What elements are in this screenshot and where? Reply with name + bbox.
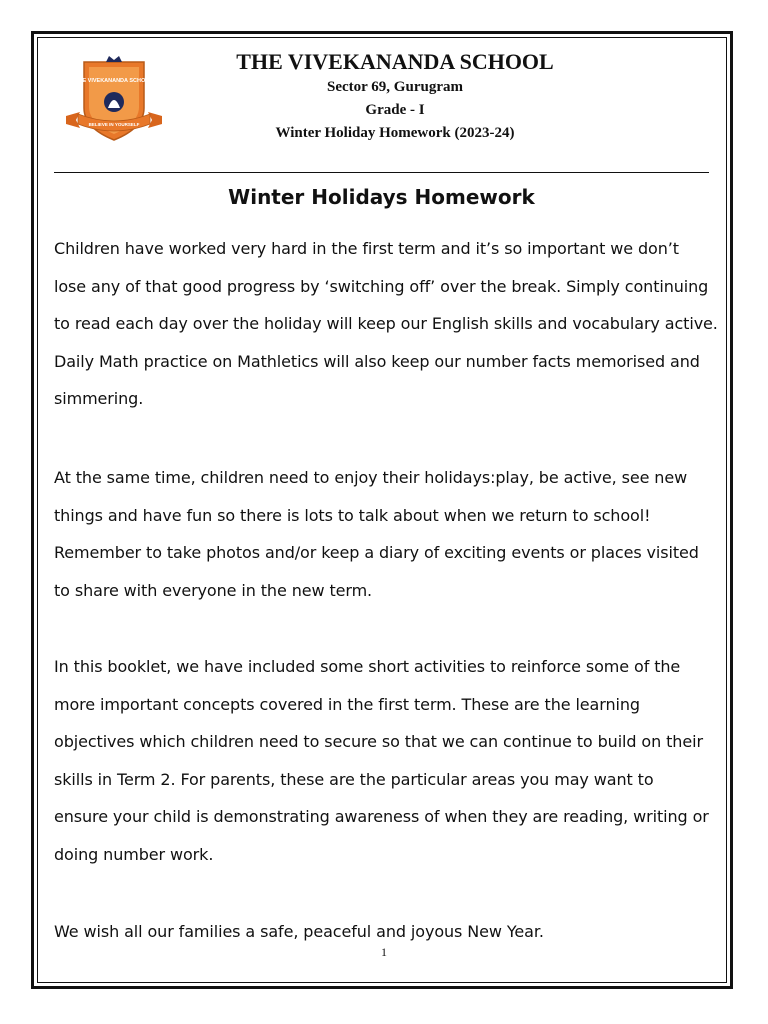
document-title: Winter Holidays Homework [228, 185, 535, 209]
paragraph-line: to read each day over the holiday will keep our English skills and vocabulary active. [54, 314, 718, 333]
paragraph-line: skills in Term 2. For parents, these are the particular areas you may want to [54, 769, 654, 789]
paragraph-line: Children have worked very hard in the first term and it’s so important we don’t [54, 239, 679, 258]
paragraph-line: In this booklet, we have included some short activities to reinforce some of the [54, 657, 681, 676]
paragraph-line: doing number work. [54, 844, 214, 864]
paragraph-line: things and have fun so there is lots to talk about when we return to school! [54, 505, 651, 525]
paragraph-1 [54, 230, 734, 418]
paragraph-line: lose any of that good progress by ‘switching off’ over the break. Simply continuing [54, 276, 709, 296]
homework-subtitle: Winter Holiday Homework (2023-24) [275, 125, 515, 141]
header-divider [54, 172, 709, 173]
paragraph-line: Daily Math practice on Mathletics will also keep our number facts memorised and [54, 351, 700, 371]
document-header [200, 48, 590, 145]
logo-top-text: THE VIVEKANANDA SCHOOL [75, 78, 153, 84]
school-address: Sector 69, Gurugram [327, 79, 463, 95]
paragraph-line: objectives which children need to secure so that we can continue to build on their [54, 732, 703, 751]
paragraph-line: Remember to take photos and/or keep a diary of exciting events or places visited [54, 543, 699, 562]
page-number: 1 [381, 945, 387, 959]
logo-ribbon-text: BELIEVE IN YOURSELF [88, 122, 140, 127]
paragraph-line: At the same time, children need to enjoy their holidays:play, be active, see new [54, 468, 688, 487]
paragraph-line: We wish all our families a safe, peaceful and joyous New Year. [54, 922, 544, 941]
school-logo [62, 56, 166, 146]
grade-label: Grade - I [365, 102, 425, 118]
paragraph-4 [54, 913, 734, 951]
paragraph-line: ensure your child is demonstrating awareness of when they are reading, writing or [54, 807, 709, 826]
paragraph-line: to share with everyone in the new term. [54, 580, 373, 600]
paragraph-2 [54, 459, 734, 609]
paragraph-3 [54, 648, 734, 873]
paragraph-line: simmering. [54, 389, 144, 408]
paragraph-line: more important concepts covered in the first term. These are the learning [54, 694, 640, 714]
school-name: THE VIVEKANANDA SCHOOL [236, 49, 554, 74]
